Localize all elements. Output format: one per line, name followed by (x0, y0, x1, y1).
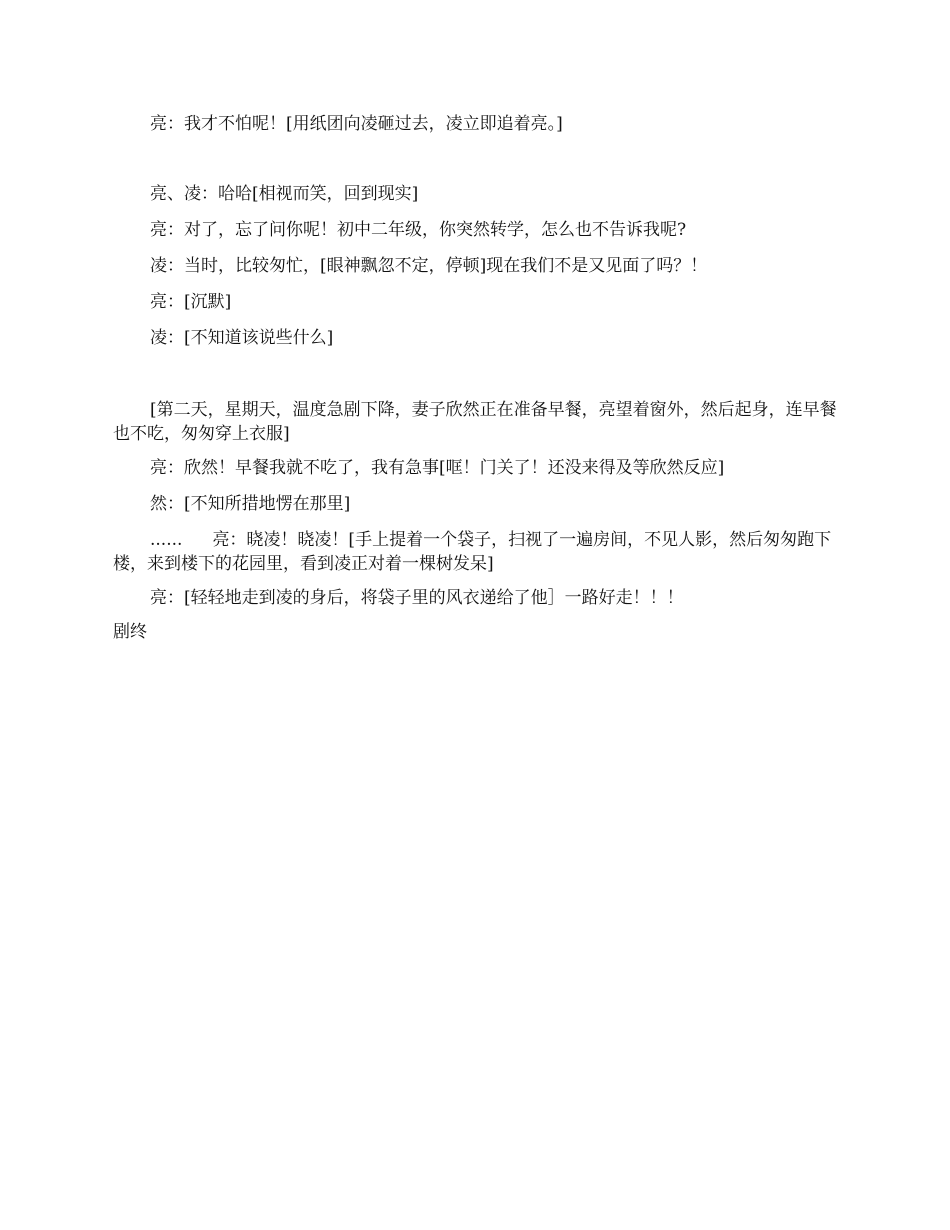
script-line-8: 然：[不知所措地愣在那里] (150, 494, 351, 514)
script-line-2: 亮、凌：哈哈[相视而笑，回到现实] (150, 184, 419, 204)
ellipsis-marker: ...... (150, 530, 183, 550)
script-line-9-text: 亮：晓凌！晓凌！[手上提着一个袋子，扫视了一遍房间，不见人影，然后匆匆跑下楼，来到楼下的花园里，看到凌正对着一棵树发呆] (113, 530, 832, 574)
play-end-label: 剧终 (113, 622, 147, 642)
script-line-1: 亮：我才不怕呢！[用纸团向凌砸过去，凌立即追着亮。] (150, 114, 563, 134)
script-line-7: 亮：欣然！早餐我就不吃了，我有急事[哐！门关了！还没来得及等欣然反应] (150, 458, 725, 478)
script-line-4: 凌：当时，比较匆忙，[眼神飘忽不定，停顿]现在我们不是又见面了吗？！ (150, 256, 708, 276)
script-line-3: 亮：对了，忘了问你呢！初中二年级，你突然转学，怎么也不告诉我呢? (150, 220, 687, 240)
script-line-9 (113, 528, 838, 576)
script-line-10: 亮：[轻轻地走到凌的身后，将袋子里的风衣递给了他］一路好走！！！ (150, 588, 684, 608)
script-line-5: 亮：[沉默] (150, 292, 232, 312)
script-line-6: 凌：[不知道该说些什么] (150, 328, 334, 348)
stage-direction-paragraph: [第二天，星期天，温度急剧下降，妻子欣然正在准备早餐，亮望着窗外，然后起身，连早餐也不吃，匆匆穿上衣服] (113, 400, 837, 444)
